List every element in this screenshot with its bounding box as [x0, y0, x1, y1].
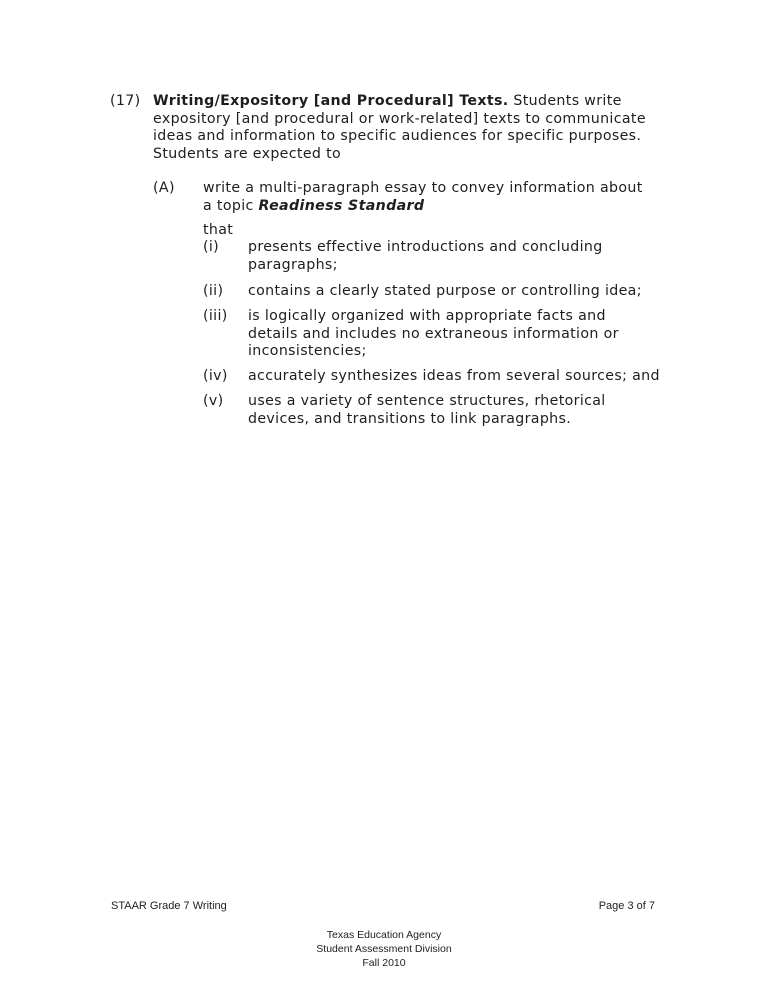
- item-a-label: (A): [153, 180, 175, 196]
- item-a-description: write a multi-paragraph essay to convey information about a topic: [203, 180, 643, 214]
- subitem-label: (ii): [203, 283, 224, 299]
- footer-agency-block: [234, 928, 534, 970]
- section-text: [153, 93, 653, 163]
- footer-agency: Texas Education Agency: [326, 929, 442, 941]
- subitem-label: (iv): [203, 368, 228, 384]
- subitem-text: uses a variety of sentence structures, rhetorical devices, and transitions to link paragraphs.: [248, 393, 606, 427]
- footer-document-title: STAAR Grade 7 Writing: [111, 900, 227, 912]
- subitem-label: (i): [203, 239, 220, 255]
- item-a-text: [203, 180, 653, 215]
- subitem-label: (iii): [203, 308, 228, 324]
- subitem-text: accurately synthesizes ideas from several sources; and: [248, 368, 660, 384]
- that-label: that: [203, 222, 234, 238]
- footer-division: Student Assessment Division: [316, 943, 452, 955]
- subitem-text: is logically organized with appropriate facts and details and includes no extraneous information or inconsistencies;: [248, 308, 619, 359]
- footer-page-number: Page 3 of 7: [598, 900, 655, 912]
- subitem-text: presents effective introductions and concluding paragraphs;: [248, 239, 603, 273]
- section-number: (17): [110, 93, 141, 109]
- section-heading: Writing/Expository [and Procedural] Texts.: [153, 93, 509, 109]
- subitem-label: (v): [203, 393, 224, 409]
- readiness-standard-label: Readiness Standard: [258, 197, 425, 214]
- subitem-text: contains a clearly stated purpose or controlling idea;: [248, 283, 642, 299]
- section-intro: Students write expository [and procedural or work-related] texts to communicate ideas and information to specific audiences for specific purposes. Students are expected to: [153, 93, 646, 162]
- footer-date: Fall 2010: [362, 957, 406, 969]
